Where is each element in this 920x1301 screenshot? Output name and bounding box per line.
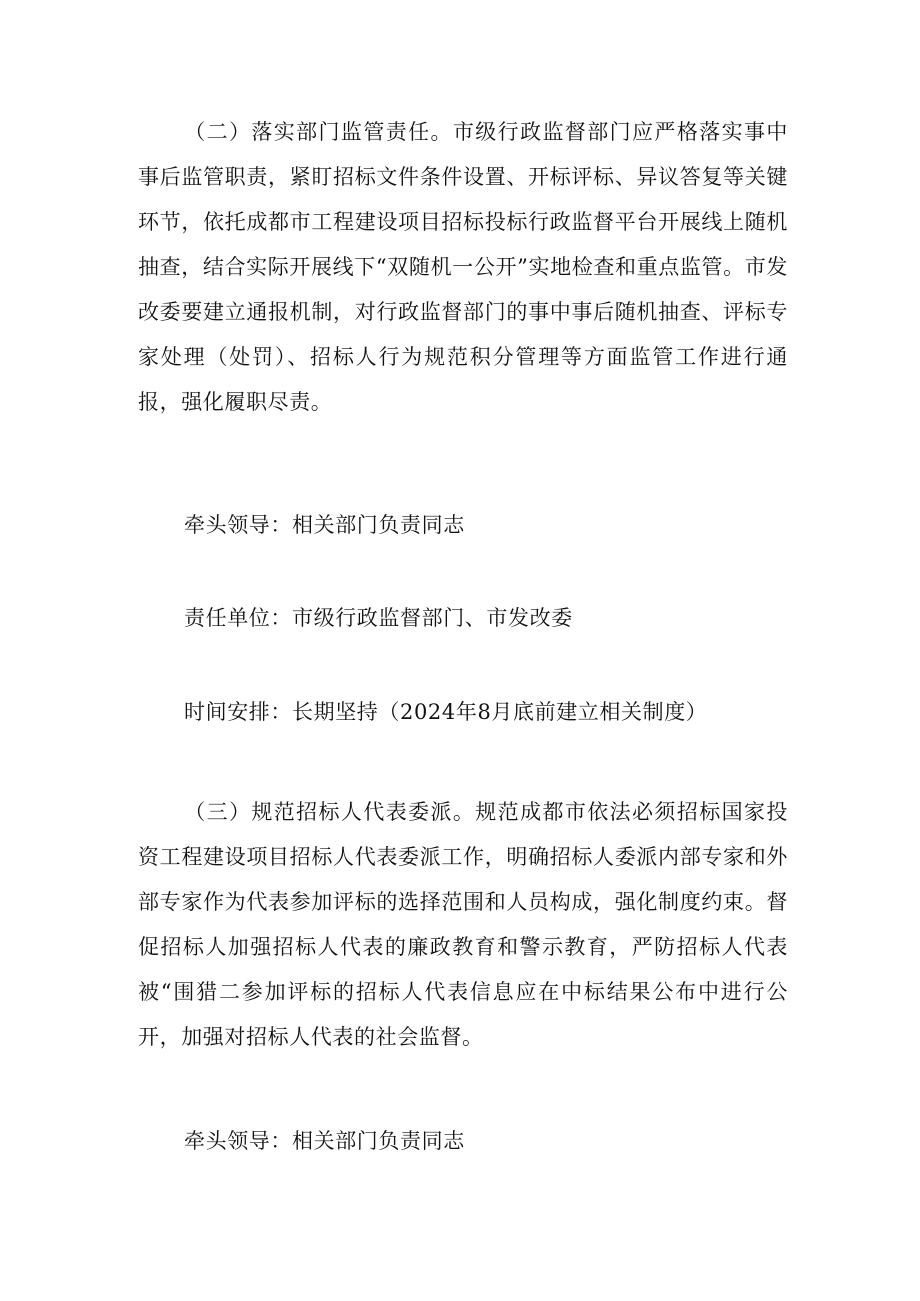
section-2-paragraph: （二）落实部门监管责任。市级行政监督部门应严格落实事中事后监管职责，紧盯招标文件条件设置、开标评标、异议答复等关键环节，依托成都市工程建设项目招标投标行政监督平台开展线上随机抽查，结合实际开展线下“双随机一公开”实地检查和重点监管。市发改委要建立通报机制，对行政监督部门的事中事后随机抽查、评标专家处理（处罚）、招标人行为规范积分管理等方面监管工作进行通报，强化履职尽责。 [138, 120, 788, 414]
section-2-responsible-unit: 责任单位：市级行政监督部门、市发改委 [184, 606, 573, 630]
section-2-lead-leader: 牵头领导：相关部门负责同志 [184, 513, 465, 537]
section-3-paragraph: （三）规范招标人代表委派。规范成都市依法必须招标国家投资工程建设项目招标人代表委派工作，明确招标人委派内部专家和外部专家作为代表参加评标的选择范围和人员构成，强化制度约束。督促招标人加强招标人代表的廉政教育和警示教育，严防招标人代表被“围猎二参加评标的招标人代表信息应在中标结果公布中进行公开，加强对招标人代表的社会监督。 [138, 800, 788, 1049]
section-2-schedule: 时间安排：长期坚持（2024年8月底前建立相关制度） [184, 700, 708, 724]
section-3-lead-leader: 牵头领导：相关部门负责同志 [184, 1129, 465, 1153]
